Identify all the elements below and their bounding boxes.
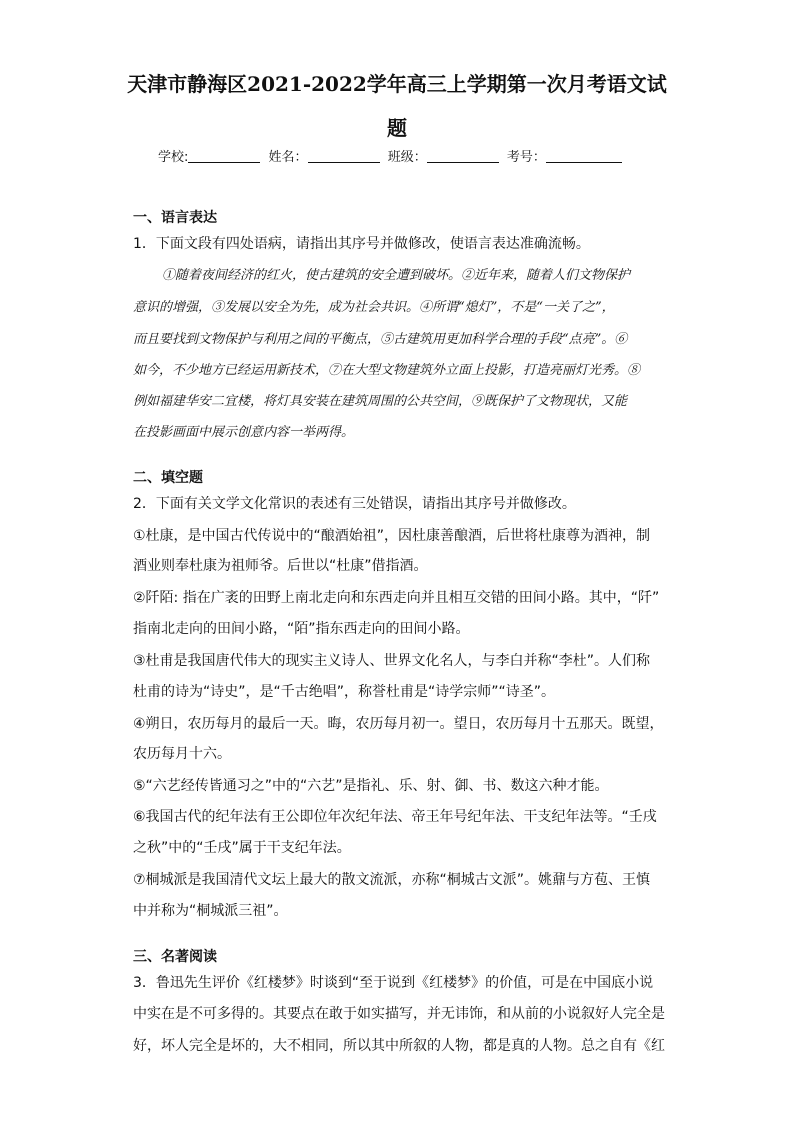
page-title: 天津市静海区2021-2022学年高三上学期第一次月考语文试 [127, 72, 667, 96]
q2-item-line: ②阡陌: 指在广袤的田野上南北走向和东西走向并且相互交错的田间小路。其中，“阡” [133, 590, 660, 606]
q2-item-line: 农历每月十六。 [133, 746, 231, 762]
q3-line: 3．鲁迅先生评价《红楼梦》时谈到“至于说到《红楼梦》的价值，可是在中国底小说 [133, 975, 654, 991]
passage-line: 例如福建华安二宜楼，将灯具安装在建筑周围的公共空间，⑨既保护了文物现状，又能 [133, 394, 628, 409]
question-1-prompt: 1．下面文段有四处语病，请指出其序号并做修改，使语言表达准确流畅。 [133, 236, 590, 252]
passage-line: ①随着夜间经济的红火，使古建筑的安全遭到破坏。②近年来，随着人们文物保护 [162, 268, 631, 283]
q2-item-line: 指南北走向的田间小路，“陌”指东西走向的田间小路。 [133, 621, 470, 637]
q2-item-line: ③杜甫是我国唐代伟大的现实主义诗人、世界文化名人，与李白并称“李杜”。人们称 [133, 653, 651, 669]
school-label: 学校: [158, 150, 189, 165]
exam-number-blank[interactable] [546, 149, 622, 163]
q2-item-line: ④朔日，农历每月的最后一天。晦，农历每月初一。望日，农历每月十五那天。既望， [133, 716, 664, 732]
q2-item-line: ⑤“六艺经传皆通习之”中的“六艺”是指礼、乐、射、御、书、数这六种才能。 [133, 778, 609, 794]
question-2-prompt: 2．下面有关文学文化常识的表述有三处错误，请指出其序号并做修改。 [133, 496, 576, 512]
section-heading-language-expression: 一、语言表达 [133, 210, 217, 226]
section-heading-classics-reading: 三、名著阅读 [133, 949, 217, 965]
q2-item-line: ⑥我国古代的纪年法有王公即位年次纪年法、帝王年号纪年法、干支纪年法等。“壬戌 [133, 809, 657, 825]
q2-item-line: 之秋”中的“壬戌”属于干支纪年法。 [133, 840, 351, 856]
class-label: 班级： [387, 150, 427, 165]
page-title-continuation: 题 [387, 116, 407, 140]
q2-item-line: 酒业则奉杜康为祖师爷。后世以“杜康”借指酒。 [133, 558, 428, 574]
q2-item-line: 杜甫的诗为“诗史”，是“千古绝唱”，称誉杜甫是“诗学宗师”“诗圣”。 [133, 684, 556, 700]
passage-line: 在投影画面中展示创意内容一举两得。 [133, 425, 355, 440]
class-blank[interactable] [427, 149, 499, 163]
passage-line: 意识的增强，③发展以安全为先，成为社会共识。④所谓“熄灯”，不是“一关了之”， [133, 300, 615, 315]
q2-item-line: ⑦桐城派是我国清代文坛上最大的散文流派，亦称“桐城古文派”。姚鼐与方苞、王慎 [133, 872, 651, 888]
q2-item-line: ①杜康，是中国古代传说中的“酿酒始祖”，因杜康善酿酒，后世将杜康尊为酒神，制 [133, 528, 651, 544]
q3-line: 中实在是不可多得的。其要点在敢于如实描写，并无讳饰，和从前的小说叙好人完全是 [133, 1006, 665, 1022]
section-heading-fill-in: 二、填空题 [133, 470, 203, 486]
passage-line: 而且要找到文物保护与利用之间的平衡点，⑤古建筑用更加科学合理的手段“点亮”。⑥ [133, 332, 628, 347]
q2-item-line: 中并称为“桐城派三祖”。 [133, 903, 288, 919]
passage-line: 如今，不少地方已经运用新技术，⑦在大型文物建筑外立面上投影，打造亮丽灯光秀。⑧ [133, 363, 641, 378]
student-info-row [158, 146, 626, 165]
school-blank[interactable] [188, 149, 260, 163]
name-label: 姓名： [268, 150, 308, 165]
q3-line: 好，坏人完全是坏的，大不相同，所以其中所叙的人物，都是真的人物。总之自有《红 [133, 1038, 665, 1054]
name-blank[interactable] [308, 149, 380, 163]
exam-number-label: 考号： [506, 150, 546, 165]
